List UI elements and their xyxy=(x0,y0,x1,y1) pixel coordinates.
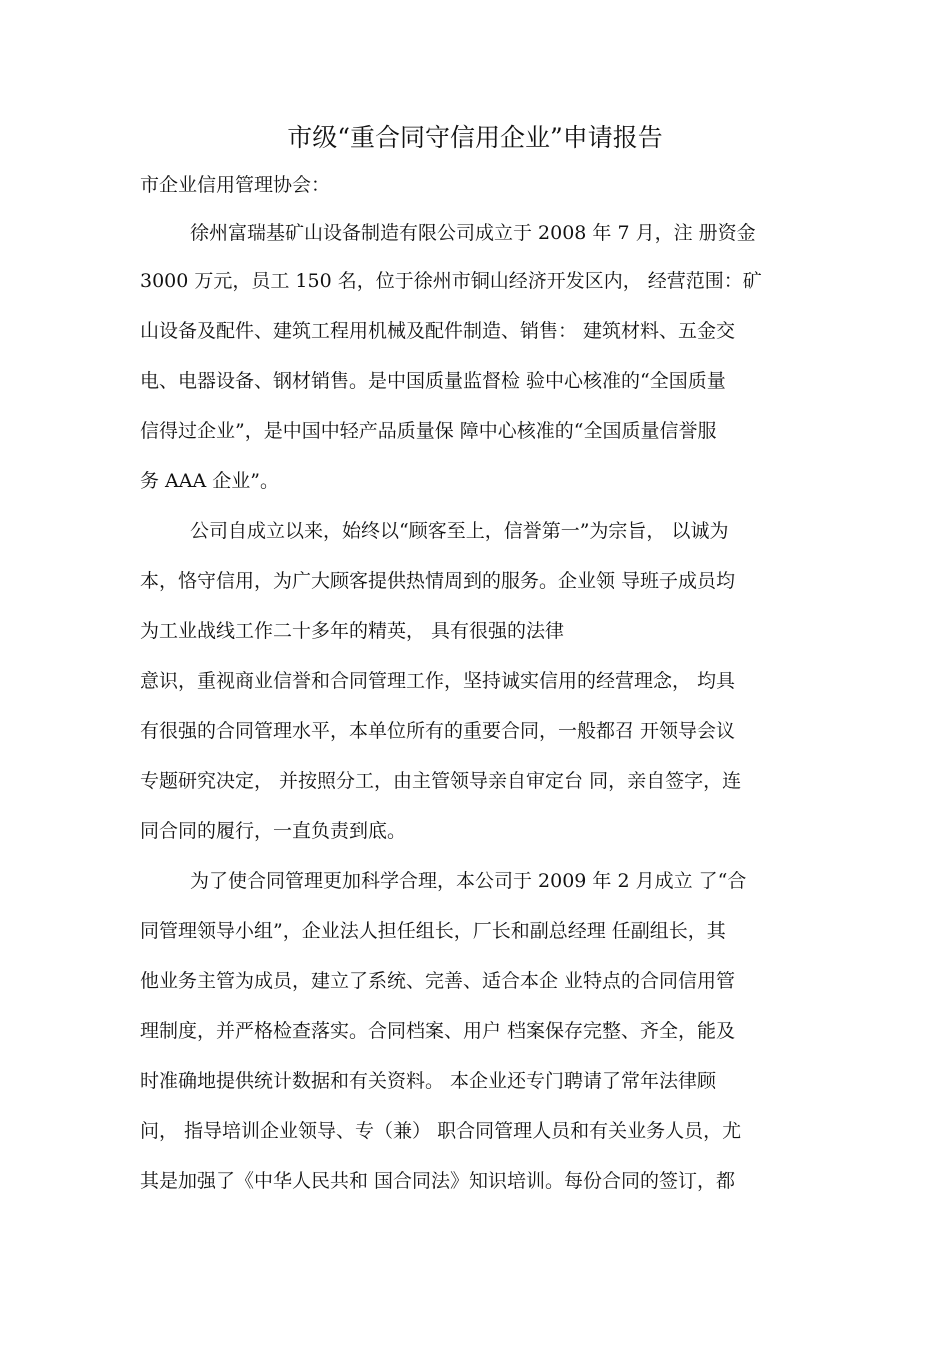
text-line: 时准确地提供统计数据和有关资料。 本企业还专门聘请了常年法律顾 xyxy=(140,1070,717,1092)
text-line: 本，恪守信用，为广大顾客提供热情周到的服务。企业领 导班子成员均 xyxy=(140,570,736,592)
salutation: 市企业信用管理协会： xyxy=(140,174,331,196)
text-line: 其是加强了《中华人民共和 国合同法》知识培训。每份合同的签订，都 xyxy=(140,1170,736,1192)
text-line: 理制度，并严格检查落实。合同档案、用户 档案保存完整、齐全，能及 xyxy=(140,1020,736,1042)
text-line: 意识，重视商业信誉和合同管理工作，坚持诚实信用的经营理念， 均具 xyxy=(140,670,736,692)
text-line: 为了使合同管理更加科学合理，本公司于 2009 年 2 月成立 了“合 xyxy=(190,870,747,892)
text-line: 同合同的履行，一直负责到底。 xyxy=(140,820,407,842)
text-line: 山设备及配件、建筑工程用机械及配件制造、销售： 建筑材料、五金交 xyxy=(140,320,736,342)
text-line: 电、电器设备、钢材销售。是中国质量监督检 验中心核准的“全国质量 xyxy=(140,370,726,392)
text-line: 公司自成立以来，始终以“顾客至上，信誉第一”为宗旨， 以诚为 xyxy=(190,520,729,542)
text-line: 徐州富瑞基矿山设备制造有限公司成立于 2008 年 7 月，注 册资金 xyxy=(190,222,756,244)
text-line: 信得过企业”，是中国中轻产品质量保 障中心核准的“全国质量信誉服 xyxy=(140,420,717,442)
text-line: 同管理领导小组”，企业法人担任组长，厂长和副总经理 任副组长，其 xyxy=(140,920,726,942)
text-line: 3000 万元，员工 150 名，位于徐州市铜山经济开发区内， 经营范围：矿 xyxy=(140,270,762,292)
document-title: 市级“重合同守信用企业”申请报告 xyxy=(287,123,663,152)
text-line: 务 AAA 企业”。 xyxy=(140,470,279,492)
text-line: 为工业战线工作二十多年的精英， 具有很强的法律 xyxy=(140,620,565,642)
text-line: 有很强的合同管理水平，本单位所有的重要合同，一般都召 开领导会议 xyxy=(140,720,736,742)
text-line: 问， 指导培训企业领导、专（兼） 职合同管理人员和有关业务人员，尤 xyxy=(140,1120,742,1142)
text-line: 他业务主管为成员，建立了系统、完善、适合本企 业特点的合同信用管 xyxy=(140,970,736,992)
text-line: 专题研究决定， 并按照分工，由主管领导亲自审定台 同，亲自签字，连 xyxy=(140,770,742,792)
